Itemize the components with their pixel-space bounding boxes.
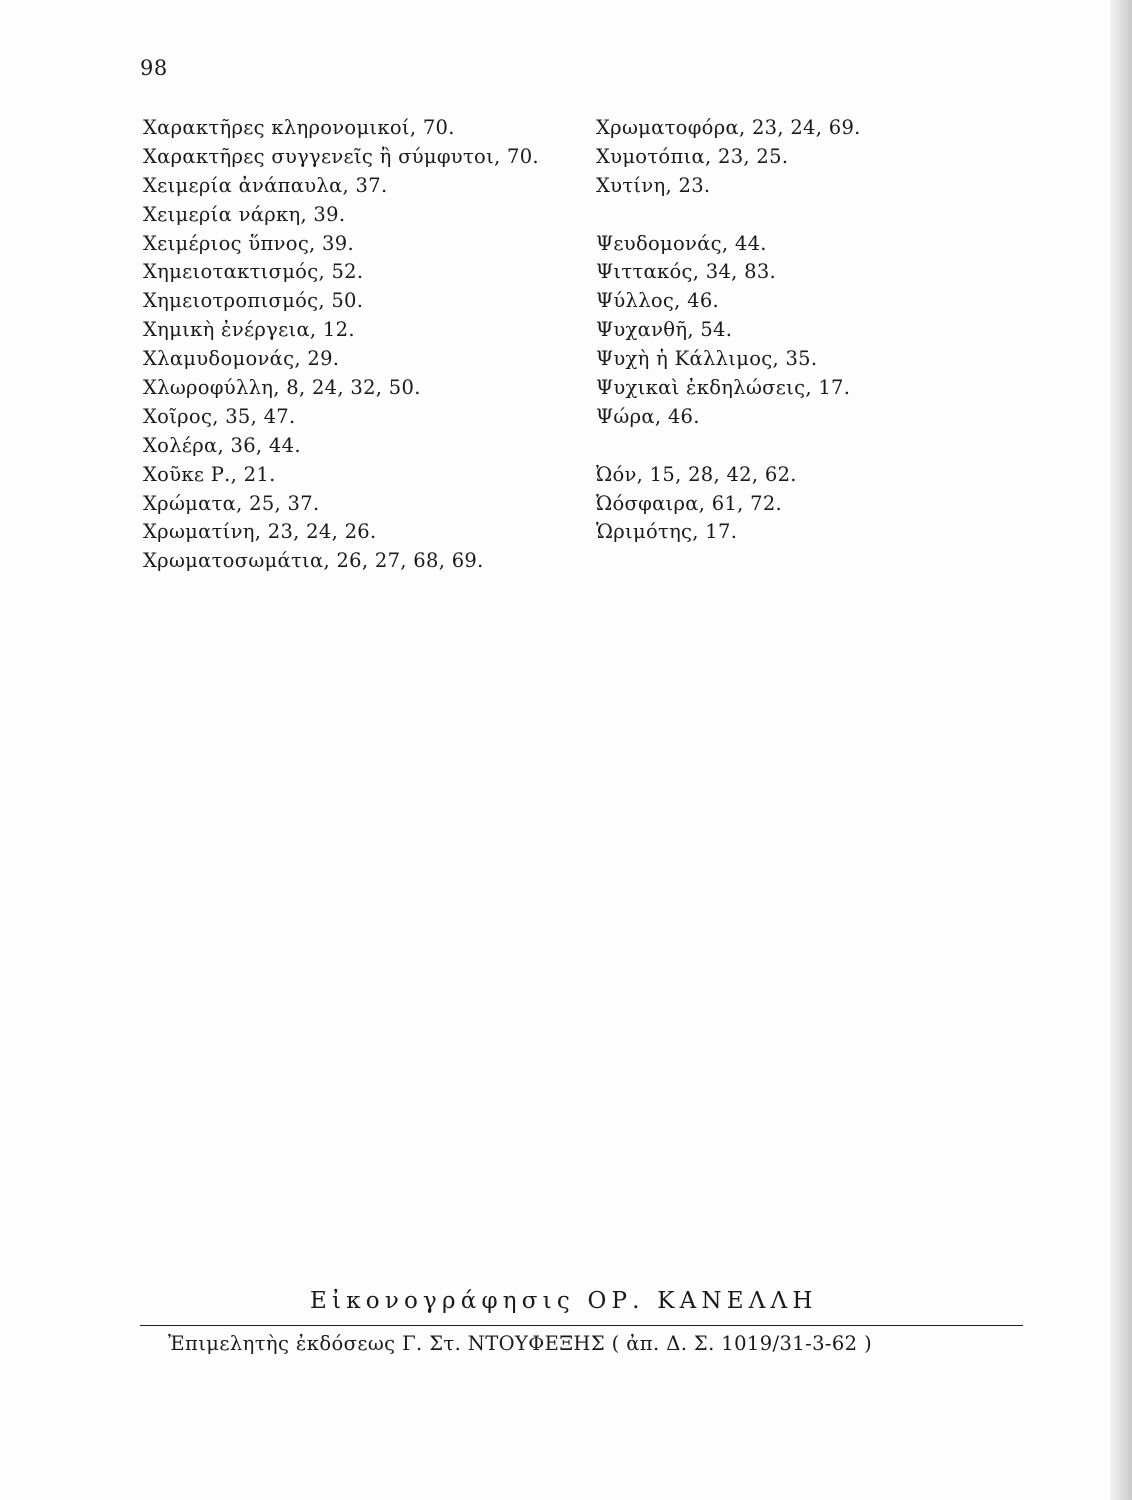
index-entry: Χειμερία ἀνάπαυλα, 37. xyxy=(143,173,388,197)
page-edge-shadow xyxy=(1110,0,1132,1500)
index-entry: Χρώματα, 25, 37. xyxy=(143,491,320,515)
index-entry: Ψυχανθῆ, 54. xyxy=(596,318,733,342)
index-entry: Χημειοτακτισμός, 52. xyxy=(143,260,364,284)
index-entry: Χλαμυδομονάς, 29. xyxy=(143,347,340,371)
index-entry: Χημειοτροπισμός, 50. xyxy=(143,289,364,313)
index-entry: Χρωματοσωμάτια, 26, 27, 68, 69. xyxy=(143,549,484,573)
index-entry: Ψευδομονάς, 44. xyxy=(596,231,767,255)
index-entry: Ψύλλος, 46. xyxy=(596,289,720,313)
index-spacer xyxy=(596,432,861,461)
index-entry: Ψυχικαὶ ἐκδηλώσεις, 17. xyxy=(596,376,851,400)
index-entry: Ψώρα, 46. xyxy=(596,404,700,428)
index-entry: Χλωροφύλλη, 8, 24, 32, 50. xyxy=(143,376,421,400)
index-entry: Χρωματοφόρα, 23, 24, 69. xyxy=(596,116,861,139)
divider-rule xyxy=(140,1325,1023,1326)
index-entry: Χρωματίνη, 23, 24, 26. xyxy=(143,520,377,544)
index-column-right xyxy=(596,114,861,547)
index-entry: Χολέρα, 36, 44. xyxy=(143,433,301,457)
index-entry: Χοῦκε Ρ., 21. xyxy=(143,462,276,486)
index-entry: Ψυχὴ ἡ Κάλλιμος, 35. xyxy=(596,347,818,371)
page-number: 98 xyxy=(140,56,168,80)
index-entry: Χειμέριος ὕπνος, 39. xyxy=(143,231,354,255)
index-entry: Ψιττακός, 34, 83. xyxy=(596,260,777,284)
index-entry: Χειμερία νάρκη, 39. xyxy=(143,202,346,226)
editor-credit: Ἐπιμελητὴς ἐκδόσεως Γ. Στ. ΝΤΟΥΦΕΞΗΣ ( ἀπ. Δ. Σ. 1019/31-3-62 ) xyxy=(168,1332,873,1355)
index-column-left xyxy=(143,114,539,576)
index-entry: Χοῖρος, 35, 47. xyxy=(143,404,296,428)
index-entry: Χυμοτόπια, 23, 25. xyxy=(596,144,789,168)
index-entry: Χαρακτῆρες συγγενεῖς ἢ σύμφυτοι, 70. xyxy=(143,144,539,168)
illustration-credit: Εἰκονογράφησις ΟΡ. ΚΑΝΕΛΛΗ xyxy=(310,1288,818,1314)
index-entry: Ὠόν, 15, 28, 42, 62. xyxy=(596,462,797,486)
index-spacer xyxy=(596,201,861,230)
index-entry: Χημικὴ ἐνέργεια, 12. xyxy=(143,318,355,342)
index-entry: Χυτίνη, 23. xyxy=(596,173,711,197)
index-entry: Ὡριμότης, 17. xyxy=(596,520,738,544)
index-entry: Χαρακτῆρες κληρονομικοί, 70. xyxy=(143,116,455,139)
index-entry: Ὠόσφαιρα, 61, 72. xyxy=(596,491,783,515)
